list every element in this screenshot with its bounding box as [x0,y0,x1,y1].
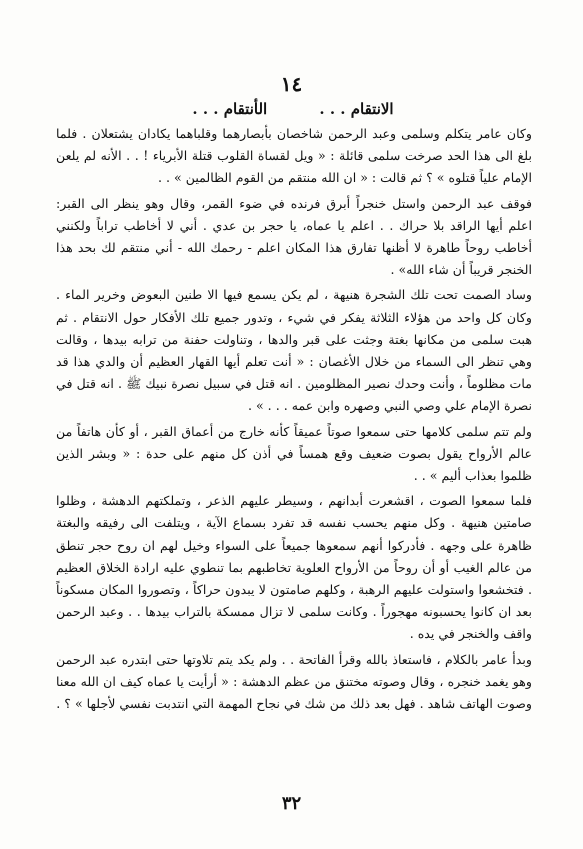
paragraph-6: وبدأ عامر بالكلام ، فاستعاذ بالله وقرأ الفاتحة . . ولم يكد يتم تلاوتها حتى ابتدره عبد الرحمن وهو يغمد خنجره ، وقال وصوته مختنق من عظم الدهشة : « أرأيت يا عماه كيف ان الله معنا وصوت الهاتف شاهد . فهل بعد ذلك من شك في نجاح المهمة التي انتدبت نفسي لأجلها » ؟ . [56,651,532,712]
paragraph-1: وكان عامر يتكلم وسلمى وعبد الرحمن شاخصان بأبصارهما وقلباهما يكادان يشتعلان . فلما بلغ الى هذا الحد صرخت سلمى قائلة : « ويل لقساة القلوب قتلة الأبرياء ! . . الأنه لم يلعن الإمام علياً قتلوه » ؟ ثم قالت : « ان الله منتقم من القوم الظالمين » . . [56,126,532,186]
chapter-title: الانتقام . . . الأنتقام . . . [192,100,394,118]
bottom-page-number: ٣٢ [281,793,302,814]
top-page-number: ١٤ [280,72,303,96]
paragraph-3: وساد الصمت تحت تلك الشجرة هنيهة ، لم يكن يسمع فيها الا طنين البعوض وخرير الماء . وكان كل واحد من هؤلاء الثلاثة يفكر في شيء ، وتدور جميع تلك الأفكار حول الانتقام . ثم هبت سلمى من مكانها بغتة وجثت على قبر والدها ، وتناولت حفنة من ترابه بيدها ، وقالت وهي تنظر الى السماء من خلال الأغصان : « أنت تعلم أيها القهار العظيم أن والدي هذا قد مات مظلوماً ، وأنت وحدك نصير المظلومين . انه قتل في سبيل نصرة نبيك ﷺ . انه قتل في نصرة الإمام علي وصي النبي وصهره وابن عمه . . . » . [56,287,532,414]
body-text [56,123,532,715]
paragraph-4: ولم تتم سلمى كلامها حتى سمعوا صوتاً عميقاً كأنه خارج من أعماق القبر ، أو كأن هاتفاً من عالم الأرواح يقول بصوت ضعيف وقع همساً في أذن كل منهم على حدة : « وبشر الذين ظلموا بعذاب أليم » . . [56,423,532,484]
paragraph-2: فوقف عبد الرحمن واستل خنجراً أبرق فرنده في ضوء القمر، وقال وهو ينظر الى القبر: اعلم أيها الراقد بلا حراك . . اعلم يا عماه، يا حجر بن عدي . أني لا أخاطب تراباً ولكنني أخاطب روحاً طاهرة لا أظنها تفارق هذا المكان اعلم - رحمك الله - أني منتقم لك بحد هذا الخنجر قريباً أن شاء الله» . [56,195,532,278]
paragraph-5: فلما سمعوا الصوت ، اقشعرت أبدانهم ، وسيطر عليهم الذعر ، وتملكتهم الدهشة ، وظلوا صامتين هنيهة . وكل منهم يحسب نفسه قد تفرد بسماع الآية ، ويتلفت الى رفيقه والبغتة ظاهرة على وجهه . فأدركوا أنهم سمعوها جميعاً على السواء وخيل لهم ان روح حجر تنطق من عالم الغيب أو أن روحاً من الأرواح العلوية تخاطبهم بما تنطوي عليه ارادة الخلاق العظيم . فتخشعوا واستولت عليهم الرهبة ، وكلهم صامتون لا يبدون حراكاً ، وتصوروا المكان مسكوناً بعد ان كانوا يحسبونه مهجوراً . وكانت سلمى لا تزال ممسكة بالتراب بيدها . . وعبد الرحمن واقف والخنجر في يده . [56,493,532,642]
